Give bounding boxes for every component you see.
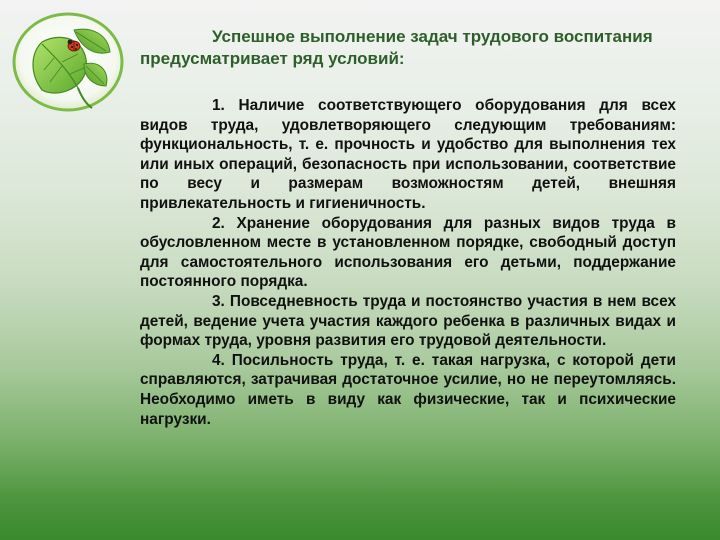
- slide-title: Успешное выполнение задач трудового воспитания предусматривает ряд условий:: [140, 27, 653, 68]
- condition-item: 3. Повседневность труда и постоянство участия в нем всех детей, ведение учета участия каждого ребенка в различных видах и формах труда, уровня развития его трудовой деятельности.: [140, 292, 676, 350]
- conditions-list: [140, 96, 676, 429]
- condition-item: 2. Хранение оборудования для разных видов труда в обусловленном месте в установленном порядке, свободный доступ для самостоятельного использования его детьми, поддержание постоянного порядка.: [140, 214, 676, 291]
- leaves-ladybug-icon: [12, 12, 124, 112]
- condition-item: 1. Наличие соответствующего оборудования для всех видов труда, удовлетворяющего следующим требованиям: функциональность, т. е. прочность и удобство для выполнения тех или иных операций, безопасность при использовании, соответствие по весу и размерам возможностям детей, внешняя привлекательность и гигиеничность.: [140, 97, 676, 212]
- condition-item: 4. Посильность труда, т. е. такая нагрузка, с которой дети справляются, затрачивая достаточное усилие, но не переутомляясь. Необходимо иметь в виду как физические, так и психические нагрузки.: [140, 351, 676, 428]
